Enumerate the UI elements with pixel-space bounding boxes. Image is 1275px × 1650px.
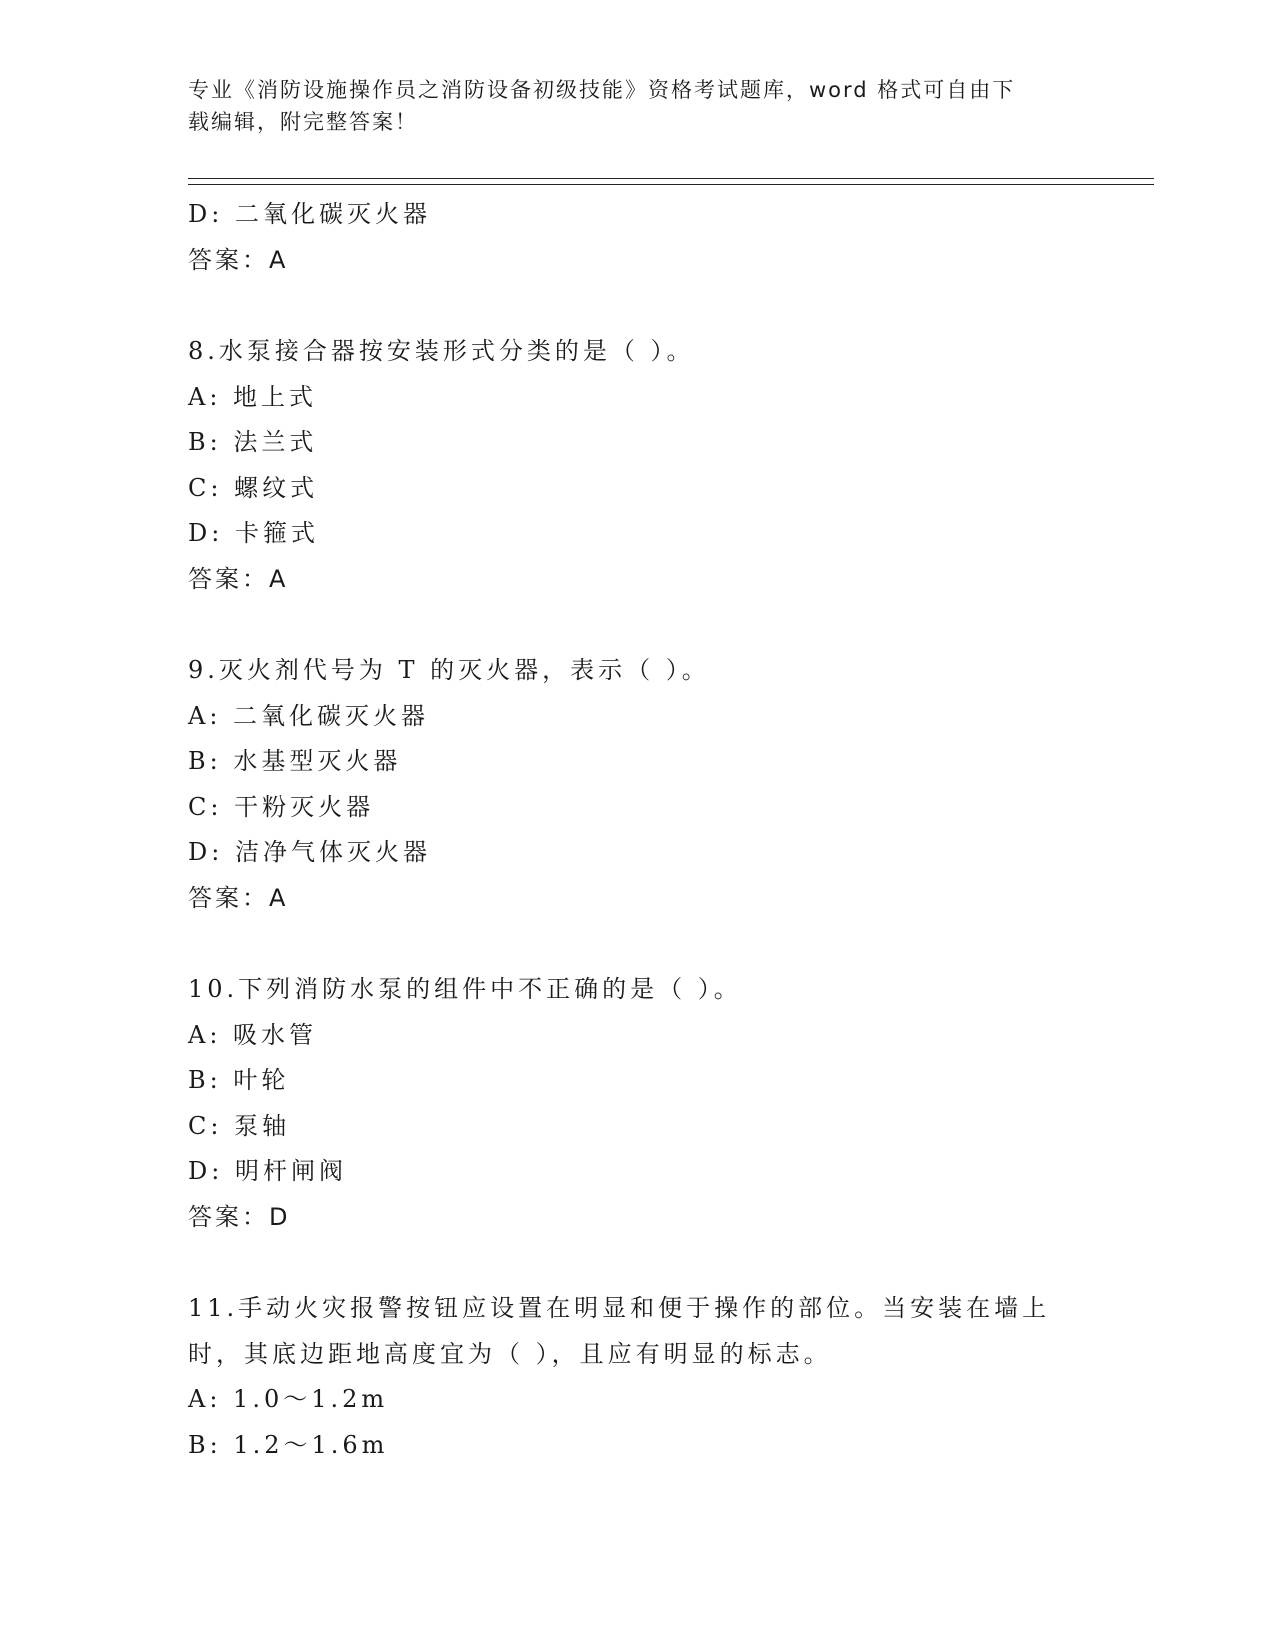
question-stem-line-1: 11.手动火灾报警按钮应设置在明显和便于操作的部位。当安装在墙上 <box>188 1294 1051 1322</box>
option-d: D: 洁净气体灭火器 <box>188 838 431 866</box>
option-a: A: 地上式 <box>188 382 318 411</box>
spacer <box>188 921 1088 967</box>
header-line-2: 载编辑，附完整答案！ <box>188 110 418 134</box>
question-8 <box>188 329 1088 602</box>
option-b: B: 法兰式 <box>188 428 318 456</box>
question-stem: 9.灭火剂代号为 T 的灭火器，表示（ ）。 <box>188 656 710 684</box>
header-divider-top <box>188 178 1154 179</box>
option-d: D: 明杆闸阀 <box>188 1157 347 1185</box>
spacer <box>188 1240 1088 1286</box>
option-a: A: 二氧化碳灭火器 <box>188 701 430 730</box>
question-answer: 答案：D <box>188 1202 291 1231</box>
option-a: A: 吸水管 <box>188 1020 318 1049</box>
question-11 <box>188 1286 1088 1468</box>
header-divider-bottom <box>188 184 1154 185</box>
question-answer: 答案：A <box>188 883 289 912</box>
question-10 <box>188 967 1088 1240</box>
option-d: D: 卡箍式 <box>188 519 319 547</box>
option-c: C: 螺纹式 <box>188 473 319 502</box>
prev-answer: 答案：A <box>188 245 289 274</box>
prev-option-d: D: 二氧化碳灭火器 <box>188 200 431 228</box>
question-content <box>188 192 1088 1468</box>
option-b: B: 水基型灭火器 <box>188 747 402 775</box>
header-line-1: 专业《消防设施操作员之消防设备初级技能》资格考试题库，word 格式可自由下 <box>188 78 1016 102</box>
question-9 <box>188 648 1088 921</box>
option-b: B: 1.2～1.6m <box>188 1430 389 1459</box>
question-stem-line-2: 时，其底边距地高度宜为（ ），且应有明显的标志。 <box>188 1339 832 1368</box>
document-header <box>188 74 1088 138</box>
option-b: B: 叶轮 <box>188 1066 290 1094</box>
question-stem: 10.下列消防水泵的组件中不正确的是（ ）。 <box>188 975 742 1003</box>
option-c: C: 泵轴 <box>188 1111 291 1140</box>
option-c: C: 干粉灭火器 <box>188 792 375 821</box>
spacer <box>188 283 1088 329</box>
question-stem: 8.水泵接合器按安装形式分类的是（ ）。 <box>188 337 695 365</box>
spacer <box>188 602 1088 648</box>
question-answer: 答案：A <box>188 564 289 593</box>
option-a: A: 1.0～1.2m <box>188 1385 389 1413</box>
